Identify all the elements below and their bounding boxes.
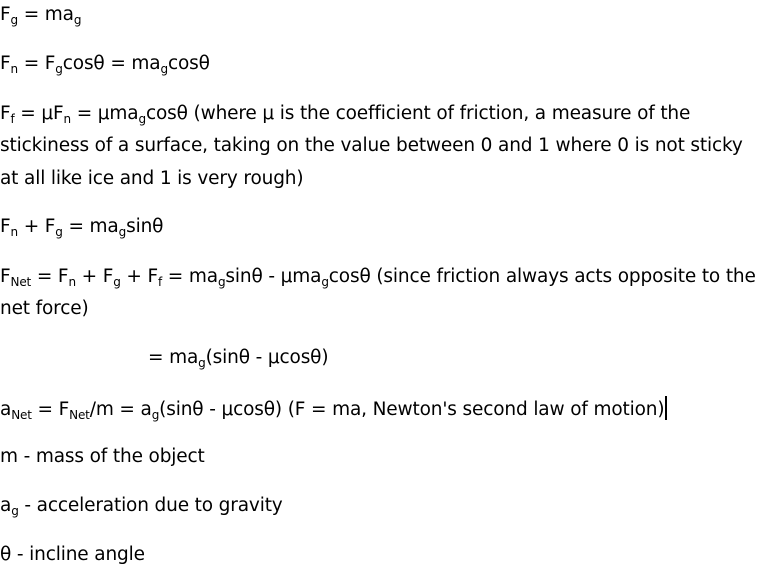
- definition-gravity-acceleration: $a_g$ - acceleration due to gravity: [0, 495, 283, 518]
- equation-normal-force: $F_n = F_g\cos\theta = ma_g\cos\theta$: [0, 53, 210, 76]
- equation-net-force: $F_{Net} = F_n + F_g + F_f = ma_g\sin\theta - \mu ma_g\cos\theta$ (since friction always acts opposite to the: [0, 266, 756, 289]
- equation-net-acceleration[interactable]: $a_{Net} = F_{Net}/m = a_g(\sin\theta - \mu\cos\theta) (F$ = ma, Newton's second law of motion): [0, 396, 667, 421]
- text-cursor: [665, 396, 667, 420]
- friction-explanation-line-2: stickiness of a surface, taking on the value between 0 and 1 where 0 is not sticky: [0, 135, 743, 156]
- definition-incline-angle: θ - incline angle: [0, 544, 145, 565]
- equation-force-sum: $F_n + F_g = ma_g\sin\theta$: [0, 216, 164, 239]
- equation-friction-force: $F_f = \mu F_n = \mu ma_g\cos\theta$ (where μ is the coefficient of friction, a measure of the: [0, 103, 691, 126]
- definition-mass: m - mass of the object: [0, 446, 205, 467]
- equation-gravity-force: $F_g = ma_g$: [0, 4, 82, 27]
- equation-net-force-simplified: = $ma_g(\sin\theta - \mu\cos\theta)$: [148, 347, 329, 370]
- net-force-explanation-line-2: net force): [0, 298, 89, 319]
- friction-explanation-line-3: at all like ice and 1 is very rough): [0, 168, 304, 189]
